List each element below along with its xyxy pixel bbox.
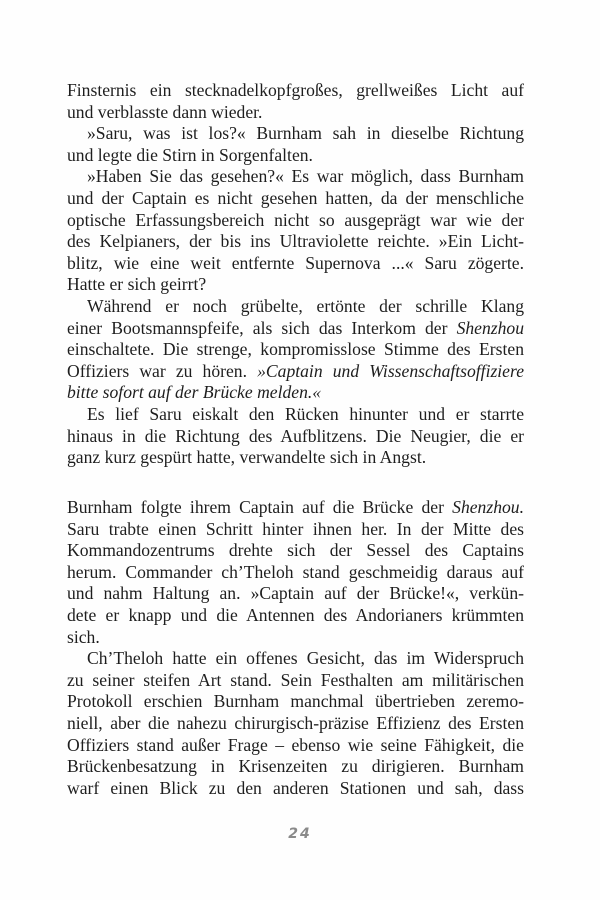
text-line: zu seiner steifen Art stand. Sein Festhalten am militärischen [67, 669, 524, 690]
text-line: Ch’Theloh hatte ein offenes Gesicht, das im Widerspruch [87, 648, 524, 669]
page-number: 24 [288, 826, 312, 842]
text-line: einschaltete. Die strenge, kompromisslose Stimme des Ersten [67, 339, 524, 360]
text-line: und verblasste dann wieder. [67, 101, 263, 122]
italic-text: Shenzhou. [452, 497, 524, 517]
text-line: blitz, wie eine weit entfernte Supernova ...« Saru zögerte. [67, 252, 524, 273]
text-line: Hatte er sich geirrt? [67, 274, 207, 295]
text-section-2 [67, 497, 524, 799]
text-line: Brückenbesatzung in Krisenzeiten zu dirigieren. Burnham [67, 756, 524, 777]
text-run: Offiziers war zu hören. [67, 360, 258, 381]
text-line: »Saru, was ist los?« Burnham sah in dieselbe Richtung [87, 123, 524, 144]
text-run: einer Bootsmannspfeife, als sich das Interkom der [67, 317, 457, 338]
text-line: Protokoll erschien Burnham manchmal übertrieben zeremo- [67, 691, 524, 712]
text-line: ganz kurz gespürt hatte, verwandelte sich in Angst. [67, 447, 427, 468]
text-line: Kommandozentrums drehte sich der Sessel des Captains [67, 540, 524, 561]
text-line: des Kelpianers, der bis ins Ultraviolette reichte. »Ein Licht- [67, 231, 524, 252]
text-line [67, 361, 524, 383]
text-line: hinaus in die Richtung des Aufblitzens. Die Neugier, die er [67, 425, 524, 446]
text-line: Während er noch grübelte, ertönte der schrille Klang [87, 295, 524, 316]
text-line: optische Erfassungsbereich nicht so ausgeprägt war wie der [67, 209, 524, 230]
text-line [67, 382, 524, 404]
text-line: herum. Commander ch’Theloh stand geschmeidig daraus auf [67, 561, 524, 582]
text-line: und nahm Haltung an. »Captain auf der Brücke!«, verkün- [67, 583, 524, 604]
text-line: Saru trabte einen Schritt hinter ihnen her. In der Mitte des [67, 518, 524, 539]
text-line: niell, aber die nahezu chirurgisch-präzise Effizienz des Ersten [67, 712, 524, 733]
text-line: sich. [67, 626, 100, 647]
text-line: »Haben Sie das gesehen?« Es war möglich, dass Burnham [87, 166, 524, 187]
text-section-1 [67, 80, 524, 469]
text-line [67, 497, 524, 519]
italic-text: »Captain und Wissenschaftsoffiziere [257, 360, 524, 381]
text-line: Es lief Saru eiskalt den Rücken hinunter und er starrte [87, 403, 524, 424]
italic-text: bitte sofort auf der Brücke melden.« [67, 382, 322, 403]
text-line: und legte die Stirn in Sorgenfalten. [67, 144, 313, 165]
italic-text: Shenzhou [456, 317, 524, 338]
text-line: und der Captain es nicht gesehen hatten, da der menschliche [67, 187, 524, 208]
text-line: Finsternis ein stecknadelkopfgroßes, grellweißes Licht auf [67, 80, 524, 100]
text-line: dete er knapp und die Antennen des Andorianers krümmten [67, 604, 524, 625]
text-run: Burnham folgte ihrem Captain auf die Brücke der [67, 497, 453, 517]
text-line: warf einen Blick zu den anderen Stationen und sah, dass [67, 777, 524, 798]
text-line: Offiziers stand außer Frage – ebenso wie seine Fähigkeit, die [67, 734, 524, 755]
text-line [67, 318, 524, 340]
